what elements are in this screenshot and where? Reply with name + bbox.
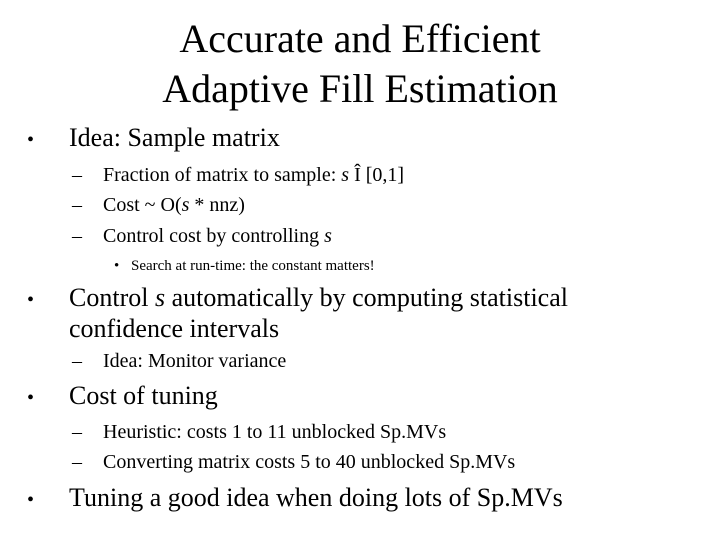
title-line-2: Adaptive Fill Estimation: [162, 66, 558, 111]
bullet-marker: •: [114, 258, 120, 274]
dash-marker: –: [72, 451, 82, 473]
bullet-text: Cost of tuning: [69, 381, 218, 410]
sub-bullet-text: Idea: Monitor variance: [103, 350, 287, 372]
sub-bullet-text: Converting matrix costs 5 to 40 unblocked Sp.MVs: [103, 451, 516, 473]
dash-marker: –: [72, 225, 82, 247]
variable-s: s: [181, 194, 190, 216]
dash-marker: –: [72, 421, 82, 443]
text-part: Î [0,1]: [349, 164, 405, 186]
bullet-marker: •: [27, 387, 35, 409]
text-part: Cost ~ O(: [103, 194, 182, 216]
bullet-marker: •: [27, 289, 35, 311]
dash-marker: –: [72, 194, 82, 216]
text-part: automatically by computing statistical: [165, 283, 568, 312]
variable-s: s: [324, 225, 332, 247]
sub-bullet-text: Heuristic: costs 1 to 11 unblocked Sp.MVs: [103, 421, 447, 443]
bullet-text: Tuning a good idea when doing lots of Sp.MVs: [69, 483, 563, 512]
sub-sub-bullet-text: Search at run-time: the constant matters!: [131, 258, 375, 274]
bullet-text-continuation: confidence intervals: [69, 314, 280, 343]
variable-s: s: [154, 283, 166, 312]
bullet-marker: •: [27, 129, 35, 151]
bullet-marker: •: [27, 489, 35, 511]
text-part: Fraction of matrix to sample:: [103, 164, 342, 186]
sub-bullet-text: [103, 224, 332, 248]
sub-bullet-text: [103, 163, 404, 187]
sub-bullet-text: [103, 193, 245, 217]
title-line-1: Accurate and Efficient: [179, 16, 541, 61]
text-part: * nnz): [189, 194, 245, 216]
dash-marker: –: [72, 350, 82, 372]
text-part: Control: [69, 283, 155, 312]
variable-s: s: [341, 164, 350, 186]
bullet-text: [69, 282, 568, 314]
text-part: Control cost by controlling: [103, 225, 325, 247]
dash-marker: –: [72, 164, 82, 186]
bullet-text: Idea: Sample matrix: [69, 123, 280, 152]
